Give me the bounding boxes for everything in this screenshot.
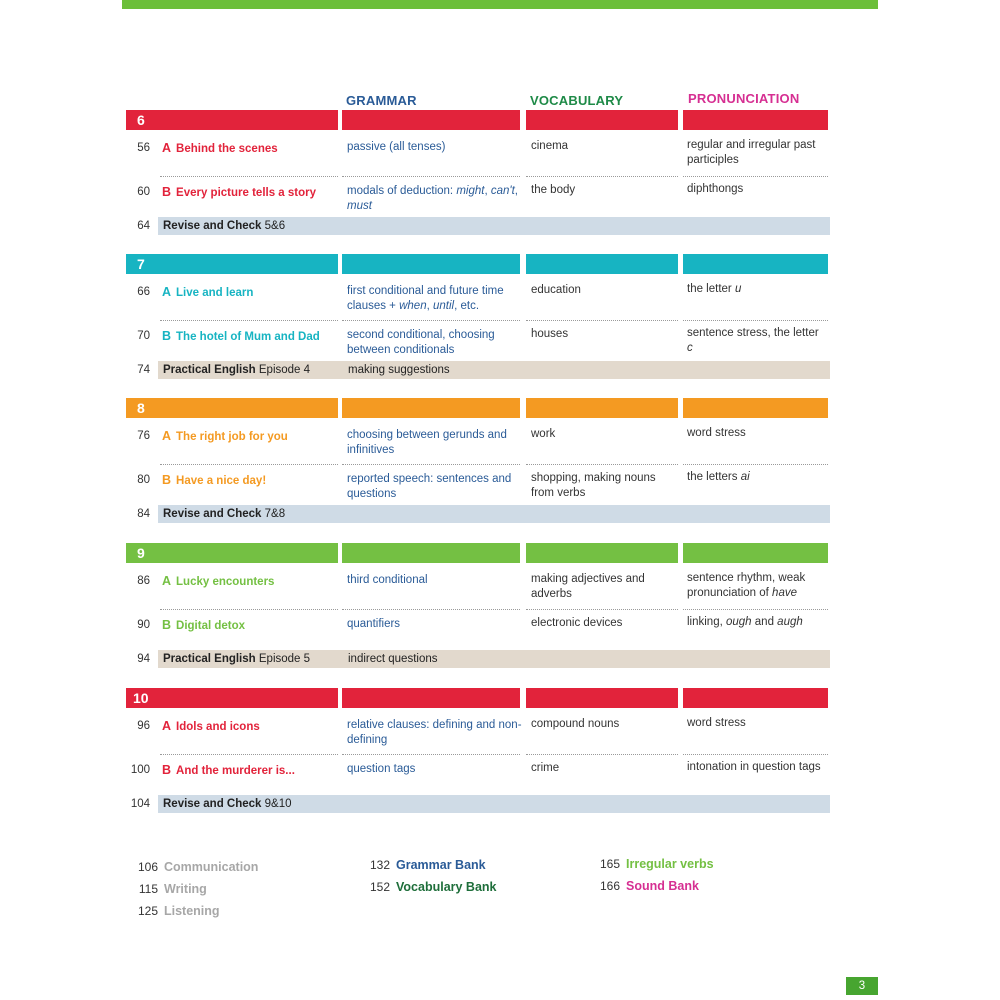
pronunciation-cell: intonation in question tags [687,761,821,773]
lesson-page-number: 86 [137,575,150,587]
grammar-cell: choosing between gerunds and infinitives [347,429,507,456]
lesson-title-text: Have a nice day! [176,475,267,487]
lesson-letter: A [162,285,172,299]
lesson-title-text: And the murderer is... [176,765,295,777]
row-divider [526,754,678,755]
pronunciation-cell: word stress [687,717,746,729]
grammar-cell: modals of deduction: might, can't, must [347,185,518,212]
unit-band [126,543,338,563]
unit-band-column [683,254,828,274]
unit-number: 7 [137,256,145,272]
pronunciation-cell: the letters ai [687,471,750,483]
lesson-letter: B [162,618,172,632]
lesson-title[interactable] [162,719,260,733]
lesson-title-text: The hotel of Mum and Dad [176,331,320,343]
unit-band-column [683,110,828,130]
row-divider [342,609,520,610]
strip-title-rest: 9&10 [261,798,292,810]
strip-title-rest: 7&8 [261,508,286,520]
grammar-cell: second conditional, choosing between conditionals [347,329,495,356]
lesson-page-number: 80 [137,474,150,486]
vocabulary-cell: houses [531,328,569,340]
strip-page-number: 64 [137,220,150,232]
lesson-title-text: Live and learn [176,287,254,299]
lesson-letter: A [162,574,172,588]
lesson-page-number: 90 [137,619,150,631]
strip-page-number: 84 [137,508,150,520]
unit-number: 10 [133,690,149,706]
pronunciation-cell: sentence stress, the letter c [687,327,819,354]
vocabulary-cell: shopping, making nouns from verbs [531,472,656,499]
lesson-page-number: 100 [130,764,150,776]
strip-title[interactable] [163,217,285,235]
lesson-letter: B [162,185,172,199]
row-divider [342,754,520,755]
unit-band-column [683,688,828,708]
strip-title-bold: Revise and Check [163,220,262,232]
row-divider [160,464,338,465]
grammar-cell: third conditional [347,574,428,586]
lesson-page-number: 56 [137,142,150,154]
strip-title-bold: Revise and Check [163,508,262,520]
row-divider [683,754,828,755]
unit-band-column [683,398,828,418]
grammar-cell: passive (all tenses) [347,141,446,153]
footer-link-listening[interactable]: 125 Listening [137,904,220,918]
strip-title-bold: Practical English [163,653,256,665]
row-divider [160,609,338,610]
unit-band [126,254,338,274]
unit-number: 9 [137,545,145,561]
pronunciation-cell: linking, ough and augh [687,616,803,628]
strip-grammar-text: making suggestions [348,364,450,376]
lesson-title[interactable] [162,141,278,155]
unit-band-column [526,543,678,563]
row-divider [683,464,828,465]
footer-link-irregular-verbs[interactable]: 165 Irregular verbs [599,857,714,871]
row-divider [526,464,678,465]
row-divider [160,176,338,177]
lesson-page-number: 60 [137,186,150,198]
lesson-title-text: Digital detox [176,620,246,632]
vocabulary-cell: making adjectives and adverbs [531,573,645,600]
lesson-page-number: 96 [137,720,150,732]
unit-number: 6 [137,112,145,128]
lesson-title-text: Behind the scenes [176,143,278,155]
footer-link-sound-bank[interactable]: 166 Sound Bank [599,879,699,893]
row-divider [526,609,678,610]
vocabulary-cell: the body [531,184,576,196]
unit-band-column [526,110,678,130]
footer-link-vocabulary-bank[interactable]: 152 Vocabulary Bank [369,880,497,894]
lesson-letter: A [162,429,172,443]
header-grammar: GRAMMAR [346,93,417,108]
pronunciation-cell: regular and irregular past participles [687,139,816,166]
strip-grammar-text: indirect questions [348,653,438,665]
lesson-title[interactable] [162,618,245,632]
strip-title-rest: Episode 4 [255,364,311,376]
lesson-letter: B [162,329,172,343]
top-color-bar [122,0,878,9]
lesson-letter: A [162,719,172,733]
header-vocabulary: VOCABULARY [530,93,624,108]
vocabulary-cell: crime [531,762,560,774]
pronunciation-cell: sentence rhythm, weak pronunciation of have [687,572,806,599]
grammar-cell: quantifiers [347,618,401,630]
footer-link-communication[interactable]: 106 Communication [137,860,259,874]
strip-page-number: 104 [130,798,150,810]
unit-band [126,398,338,418]
page-number-badge: 3 [846,977,878,995]
lesson-title[interactable] [162,473,266,487]
footer-link-writing[interactable]: 115 Writing [138,882,207,896]
strip-title[interactable] [163,361,310,379]
vocabulary-cell: compound nouns [531,718,620,730]
strip-page-number: 94 [137,653,150,665]
unit-band-column [342,398,520,418]
strip-title[interactable] [163,505,285,523]
row-divider [342,464,520,465]
vocabulary-cell: electronic devices [531,617,623,629]
strip-title[interactable] [163,795,292,813]
row-divider [526,176,678,177]
row-divider [342,320,520,321]
strip-title-rest: Episode 5 [255,653,311,665]
vocabulary-cell: education [531,284,581,296]
unit-band-column [526,688,678,708]
unit-band-column [342,688,520,708]
pronunciation-cell: word stress [687,427,746,439]
header-pronunciation: PRONUNCIATION [688,91,800,106]
unit-band-column [342,110,520,130]
lesson-title[interactable] [162,763,295,777]
unit-band-column [342,254,520,274]
strip-page-number: 74 [137,364,150,376]
grammar-cell: first conditional and future time clauses + when, until, etc. [347,285,504,312]
lesson-letter: B [162,763,172,777]
pronunciation-cell: diphthongs [687,183,744,195]
lesson-page-number: 70 [137,330,150,342]
lesson-title[interactable] [162,429,288,443]
lesson-title[interactable] [162,285,253,299]
row-divider [683,609,828,610]
lesson-title-text: Every picture tells a story [176,187,317,199]
unit-band [126,688,338,708]
row-divider [683,176,828,177]
row-divider [342,176,520,177]
lesson-letter: B [162,473,172,487]
row-divider [160,754,338,755]
grammar-cell: relative clauses: defining and non-defining [347,719,522,746]
strip-title-bold: Revise and Check [163,798,262,810]
strip-title-bold: Practical English [163,364,256,376]
grammar-cell: reported speech: sentences and questions [347,473,512,500]
lesson-title[interactable] [162,185,316,199]
strip-title-rest: 5&6 [261,220,286,232]
lesson-page-number: 76 [137,430,150,442]
unit-band-column [526,398,678,418]
unit-band [126,110,338,130]
unit-band-column [526,254,678,274]
unit-number: 8 [137,400,145,416]
strip-title[interactable] [163,650,310,668]
vocabulary-cell: cinema [531,140,569,152]
lesson-title[interactable] [162,574,274,588]
row-divider [526,320,678,321]
lesson-title-text: The right job for you [176,431,288,443]
lesson-title[interactable] [162,329,320,343]
grammar-cell: question tags [347,763,416,775]
unit-band-column [683,543,828,563]
lesson-page-number: 66 [137,286,150,298]
pronunciation-cell: the letter u [687,283,742,295]
lesson-title-text: Idols and icons [176,721,260,733]
footer-link-grammar-bank[interactable]: 132 Grammar Bank [369,858,486,872]
lesson-letter: A [162,141,172,155]
lesson-title-text: Lucky encounters [176,576,275,588]
row-divider [683,320,828,321]
vocabulary-cell: work [531,428,556,440]
unit-band-column [342,543,520,563]
row-divider [160,320,338,321]
